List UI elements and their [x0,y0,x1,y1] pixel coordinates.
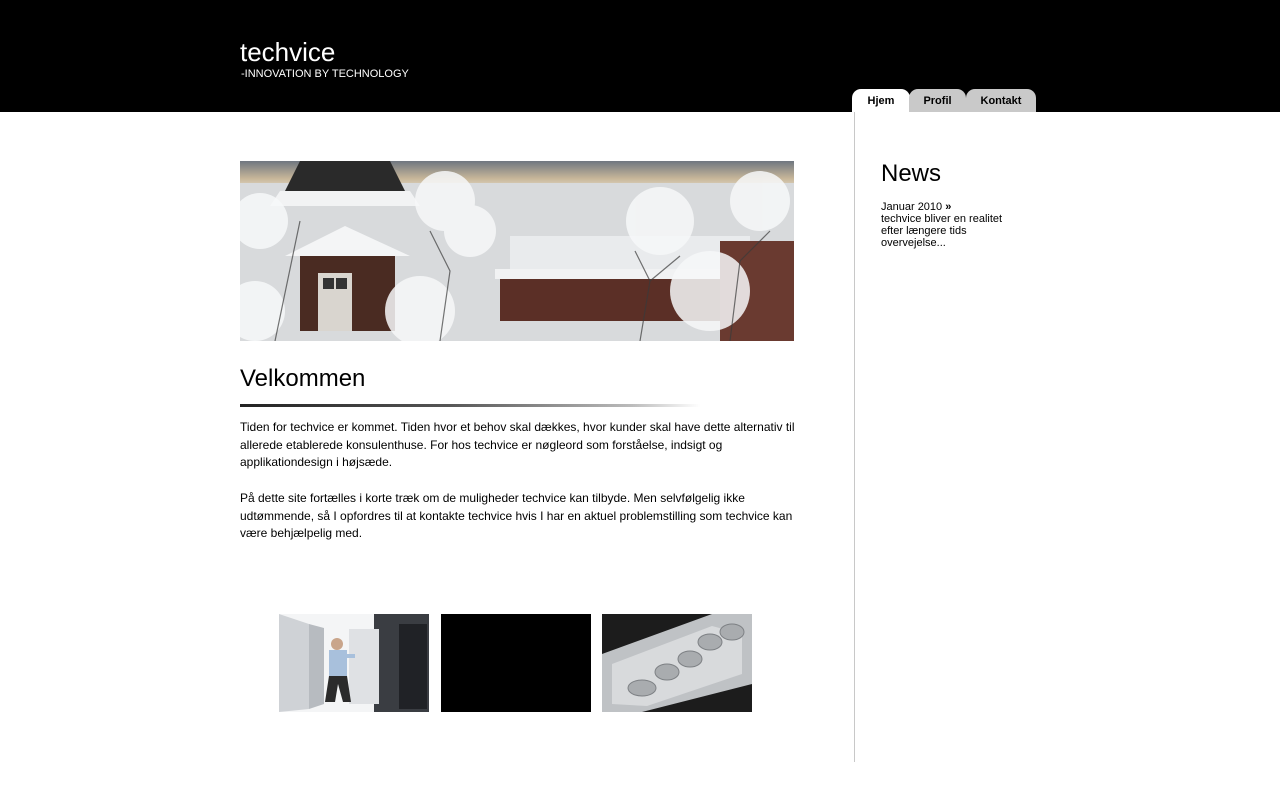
tab-hjem[interactable]: Hjem [852,89,910,112]
news-date-link[interactable]: Januar 2010 [881,201,943,213]
sidebar-divider [854,112,855,762]
black-image [441,614,591,712]
site-tagline: -INNOVATION BY TECHNOLOGY [241,68,409,80]
heading-rule [240,404,700,407]
welcome-heading: Velkommen [240,365,366,392]
intro-paragraph: Tiden for techvice er kommet. Tiden hvor et behov skal dækkes, hvor kunder skal have dette alternativ til allerede etablerede konsulenthuse. For hos techvice er nøgleord som forståelse, indsigt og applikationdesign i højsæde. [240,420,795,469]
tab-kontakt[interactable]: Kontakt [966,89,1036,112]
hero-winter-image [240,161,794,341]
site-title[interactable]: techvice [240,37,336,67]
tab-profil[interactable]: Profil [909,89,966,112]
server-room-image [279,614,429,712]
device-buttons-image [602,614,752,712]
site-info-paragraph: På dette site fortælles i korte træk om de muligheder techvice kan tilbyde. Men selvfølgelig ikke udtømmende, så I opfordres til at kontakte techvice hvis I har en aktuel problemstilling som techvice kan være behjælpelig med. [240,491,793,540]
news-heading: News [881,160,942,187]
news-item [881,201,1021,249]
news-text: techvice bliver en realitet efter længere tids overvejelse... [881,213,1003,249]
news-more-link[interactable]: » [945,201,952,213]
site-header [0,0,1280,112]
